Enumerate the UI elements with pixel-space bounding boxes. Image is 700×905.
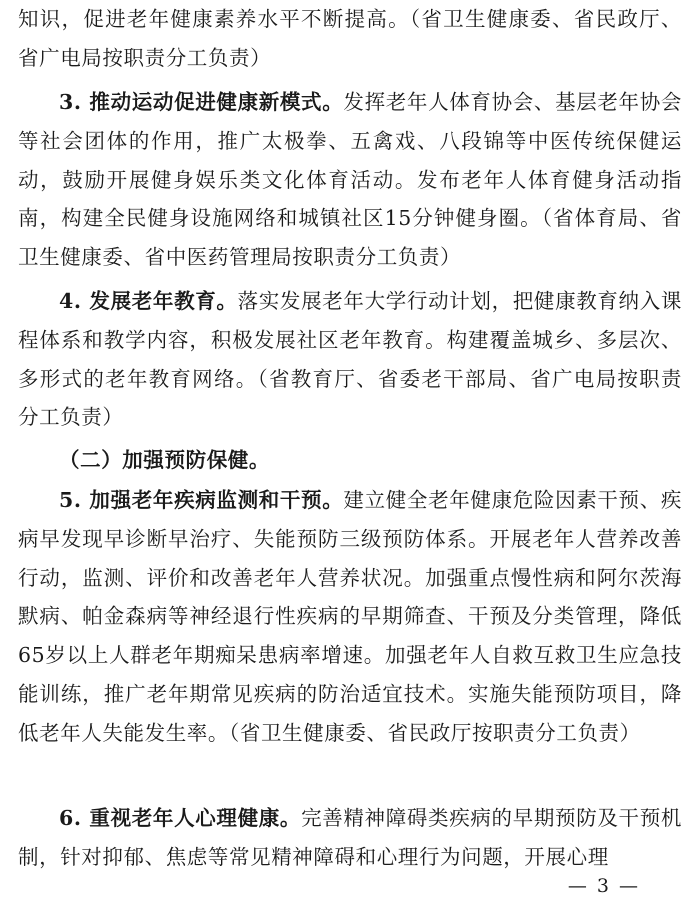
paragraph-text: 落实发展老年大学行动计划，把健康教育纳入课程体系和教学内容，积极发展社区老年教育。构建覆盖城乡、多层次、多形式的老年教育网络。（省教育厅、省委老干部局、省广电局按职责分工负责） <box>18 289 682 430</box>
paragraph-continuation <box>18 0 682 78</box>
paragraph-item-5 <box>18 481 682 753</box>
item-heading: 5. 加强老年疾病监测和干预。 <box>59 488 344 512</box>
paragraph-item-4 <box>18 282 682 437</box>
item-heading: 6. 重视老年人心理健康。 <box>59 806 302 830</box>
paragraph-text: 知识，促进老年健康素养水平不断提高。（省卫生健康委、省民政厅、省广电局按职责分工负责） <box>18 7 682 70</box>
paragraph-text: 建立健全老年健康危险因素干预、疾病早发现早诊断早治疗、失能预防三级预防体系。开展老年人营养改善行动，监测、评价和改善老年人营养状况。加强重点慢性病和阿尔茨海默病、帕金森病等神经退行性疾病的早期筛查、干预及分类管理，降低65岁以上人群老年期痴呆患病率增速。加强老年人自救互救卫生应急技能训练，推广老年期常见疾病的防治适宜技术。实施失能预防项目，降低老年人失能发生率。（省卫生健康委、省民政厅按职责分工负责） <box>18 488 682 745</box>
page-number: — 3 — <box>567 875 640 897</box>
item-heading: 4. 发展老年教育。 <box>59 289 238 313</box>
paragraph-item-6 <box>18 799 682 877</box>
paragraph-text: 完善精神障碍类疾病的早期预防及干预机制，针对抑郁、焦虑等常见精神障碍和心理行为问题，开展心理 <box>18 806 682 869</box>
section-heading-text: （二）加强预防保健。 <box>59 448 270 472</box>
section-heading <box>18 441 682 480</box>
paragraph-text: 发挥老年人体育协会、基层老年协会等社会团体的作用，推广太极拳、五禽戏、八段锦等中医传统保健运动，鼓励开展健身娱乐类文化体育活动。发布老年人体育健身活动指南，构建全民健身设施网络和城镇社区15分钟健身圈。（省体育局、省卫生健康委、省中医药管理局按职责分工负责） <box>18 90 682 270</box>
paragraph-item-3 <box>18 83 682 277</box>
item-heading: 3. 推动运动促进健康新模式。 <box>59 90 344 114</box>
